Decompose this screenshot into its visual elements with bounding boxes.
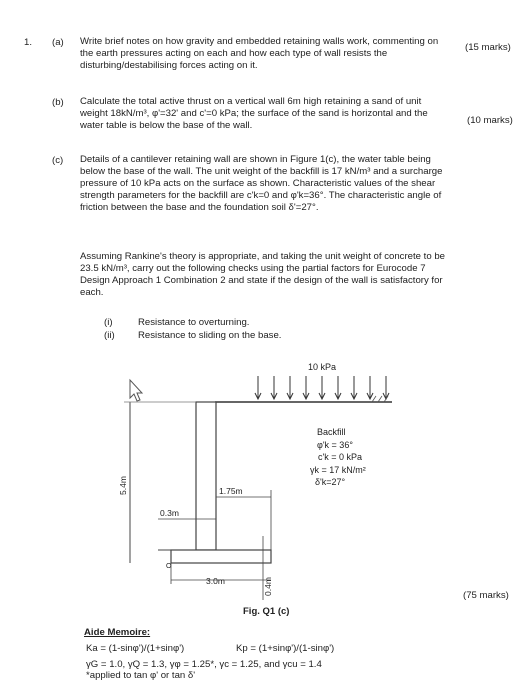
part-a-marks: (15 marks): [465, 42, 511, 53]
heel-label: 1.75m: [219, 486, 243, 496]
figure-caption: Fig. Q1 (c): [243, 606, 290, 617]
check-i-label: (i): [104, 317, 113, 328]
memoire-ka: Ka = (1-sinφ')/(1+sinφ'): [86, 643, 185, 654]
backfill-delta: δ'k=27°: [315, 477, 346, 487]
memoire-title: Aide Memoire:: [84, 627, 151, 638]
part-c-text2: Assuming Rankine's theory is appropriate, and taking the unit weight of concrete to be 23.5 kN/m³, carry out the following checks using the partial factors for Eurocode 7 Design Approach 1 Combination 2 and state if the design of the wall is satisfactory for each.: [80, 251, 446, 298]
part-c-label: (c): [52, 155, 64, 166]
stem-thickness-label: 0.3m: [160, 508, 179, 518]
memoire-factors: γG = 1.0, γQ = 1.3, γφ = 1.25*, γc = 1.25, and γcu = 1.4: [86, 659, 322, 670]
base-length-label: 3.0m: [206, 576, 225, 586]
check-ii-label: (ii): [104, 330, 115, 341]
part-b-label: (b): [52, 97, 64, 108]
toe-point-label: O: [166, 563, 172, 570]
memoire-kp: Kp = (1+sinφ')/(1-sinφ'): [236, 643, 335, 654]
base-thickness-label: 0.4m: [263, 577, 273, 596]
part-b-text: Calculate the total active thrust on a vertical wall 6m high retaining a sand of unit weight 18kN/m³, φ'=32' and c'=0 kPa; the surface of the sand is horizontal and the water table is below the base of the wall.: [80, 96, 428, 131]
surcharge-arrows: [255, 376, 389, 399]
height-label: 5.4m: [118, 476, 128, 495]
question-number: 1.: [24, 37, 33, 48]
wall-stem: [196, 402, 216, 550]
backfill-phi: φ'k = 36°: [317, 440, 353, 450]
part-c-text: Details of a cantilever retaining wall are shown in Figure 1(c), the water table being below the base of the wall. The unit weight of the backfill is 17 kN/m³ and a surcharge pressure of 10 kPa acts on the surface as shown. Characteristic values of the shear strength parameters for the backfill are c'k=0 and φ'k=36°. The characteristic angle of friction between the base and the foundation soil δ'=27°.: [80, 154, 443, 213]
part-a-label: (a): [52, 37, 64, 48]
cursor-icon: [130, 380, 142, 401]
check-i-text: Resistance to overturning.: [138, 317, 250, 328]
part-b-marks: (10 marks): [467, 115, 513, 126]
wall-base: [171, 550, 271, 563]
surcharge-label: 10 kPa: [308, 362, 337, 372]
backfill-unit-weight: γk = 17 kN/m²: [310, 465, 366, 475]
memoire-note: *applied to tan φ' or tan δ': [86, 670, 196, 681]
check-ii-text: Resistance to sliding on the base.: [138, 330, 282, 341]
backfill-title: Backfill: [317, 427, 346, 437]
part-c-marks: (75 marks): [463, 590, 509, 601]
part-a-text: Write brief notes on how gravity and embedded retaining walls work, commenting on the earth pressures acting on each and how each type of wall resists the disturbing/destabilising forces acting on it.: [80, 36, 439, 71]
backfill-cohesion: c'k = 0 kPa: [318, 452, 362, 462]
